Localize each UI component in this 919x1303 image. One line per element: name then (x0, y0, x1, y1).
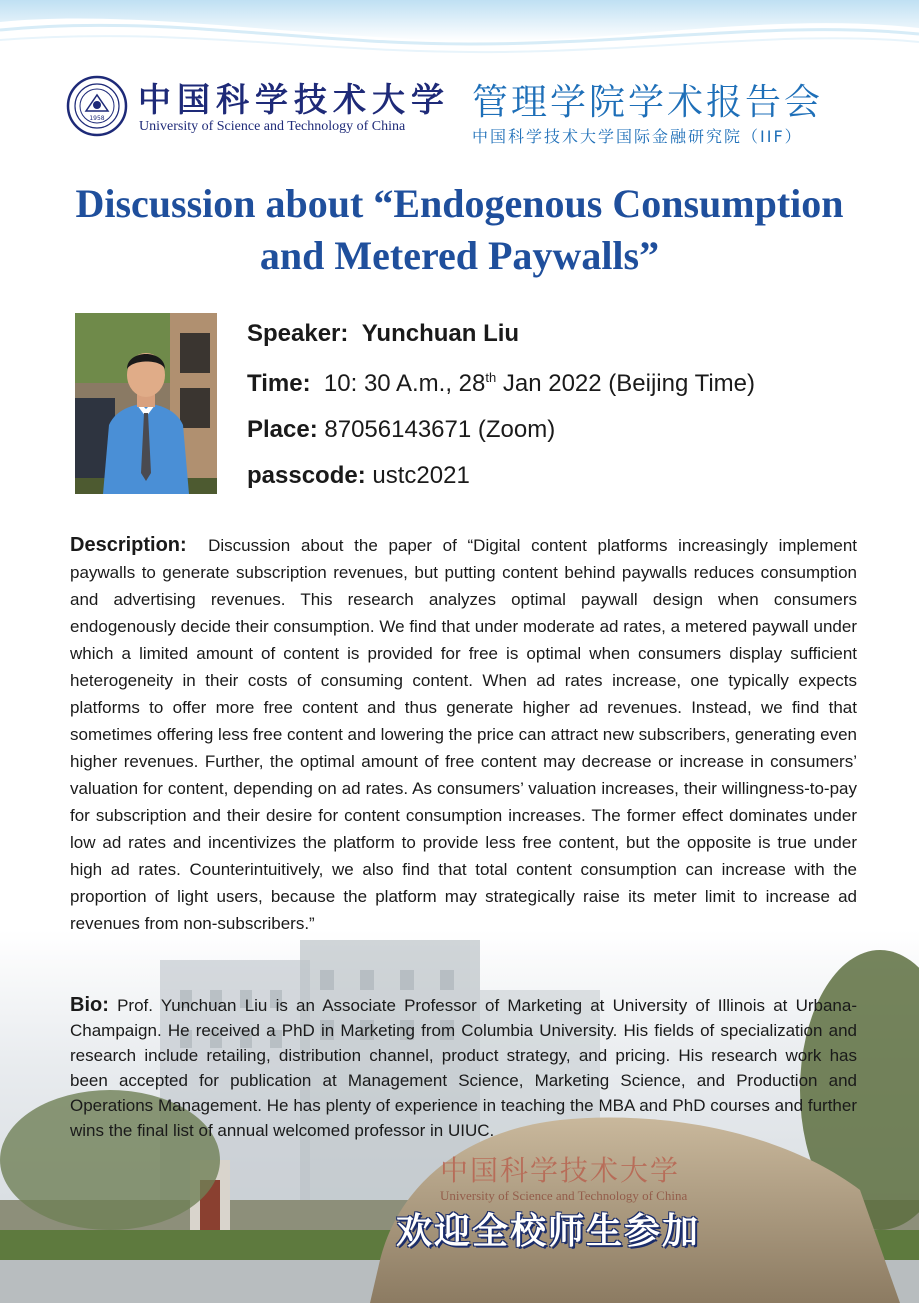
speaker-line (247, 320, 519, 348)
time-value (324, 370, 755, 397)
ustc-seal-logo (66, 75, 128, 137)
series-title: 管理学院学术报告会 (472, 82, 824, 123)
talk-title (40, 178, 879, 282)
time-value-main: 10: 30 A.m., 28 (323, 370, 486, 397)
passcode-label: passcode: (247, 462, 366, 489)
bio-label: Bio: (70, 994, 109, 1016)
description-text: Discussion about the paper of “Digital content platforms increasingly implement paywalls to generate subscription revenues, but putting content behind paywalls reduces consumption and advertising revenues. This research analyzes optimal paywall design when consumers endogenously decide their consumption. We find that under moderate ad rates, a metered paywall under which a limited amount of content is provided for free is optimal when consumers display sufficient heterogeneity in their costs of consuming content. When ad rates increase, one typically expects platforms to offer more free content and thus generate higher ad revenues. Instead, we find that sometimes offering less free content and lowering the price can attract new subscribers, generating even higher revenues. Further, the optimal amount of free content may decrease or increase in consumers’ valuation for content, depending on ad rates. As consumers’ valuation increases, their willingness-to-pay for subscription and their desire for content consumption increases. The former effect dominates under low ad rates and incentivizes the platform to provide less free content, but the opposite is true under high ad rates. Counterintuitively, we also find that total content consumption can increase with the proportion of light users, because the platform may strategically raise its meter limit to increase ad revenues from non-subscribers.” (70, 536, 857, 933)
description-paragraph (70, 532, 857, 937)
place-value: 87056143671 (Zoom) (324, 416, 556, 443)
university-name-en: University of Science and Technology of China (139, 119, 406, 134)
seal-year: 1958 (89, 115, 105, 122)
passcode-line (247, 462, 470, 490)
speaker-photo (75, 313, 217, 494)
place-label: Place: (247, 416, 318, 443)
talk-title-line-2: and Metered Paywalls” (259, 233, 660, 278)
bio-paragraph (70, 993, 857, 1143)
series-subtitle: 中国科学技术大学国际金融研究院（IIF） (472, 127, 803, 146)
time-value-ordinal: th (485, 370, 497, 385)
stone-inscription-cn: 中国科学技术大学 (440, 1154, 681, 1187)
top-wave-decoration (0, 0, 919, 70)
welcome-slogan: 欢迎全校师生参加 (396, 1210, 701, 1252)
speaker-label: Speaker: (247, 320, 349, 347)
university-name-cn: 中国科学技术大学 (138, 80, 450, 119)
time-value-rest: Jan 2022 (Beijing Time) (496, 370, 755, 397)
place-line (247, 416, 555, 444)
time-label: Time: (247, 370, 311, 397)
description-label: Description: (70, 534, 187, 556)
speaker-name: Yunchuan Liu (361, 320, 520, 347)
stone-inscription-en: University of Science and Technology of China (440, 1188, 688, 1203)
talk-title-line-1: Discussion about “Endogenous Consumption (75, 181, 844, 226)
bio-text: Prof. Yunchuan Liu is an Associate Professor of Marketing at University of Illinois at Urbana-Champaign. He received a PhD in Marketing from Columbia University. His fields of specialization and research include retailing, distribution channel, product strategy, and pricing. His research work has been accepted for publication at Management Science, Marketing Science, and Production and Operations Management. He has plenty of experience in teaching the MBA and PhD courses and further wins the final list of annual welcomed professor in UIUC. (70, 996, 857, 1140)
time-line (247, 370, 755, 398)
passcode-value: ustc2021 (372, 462, 470, 489)
